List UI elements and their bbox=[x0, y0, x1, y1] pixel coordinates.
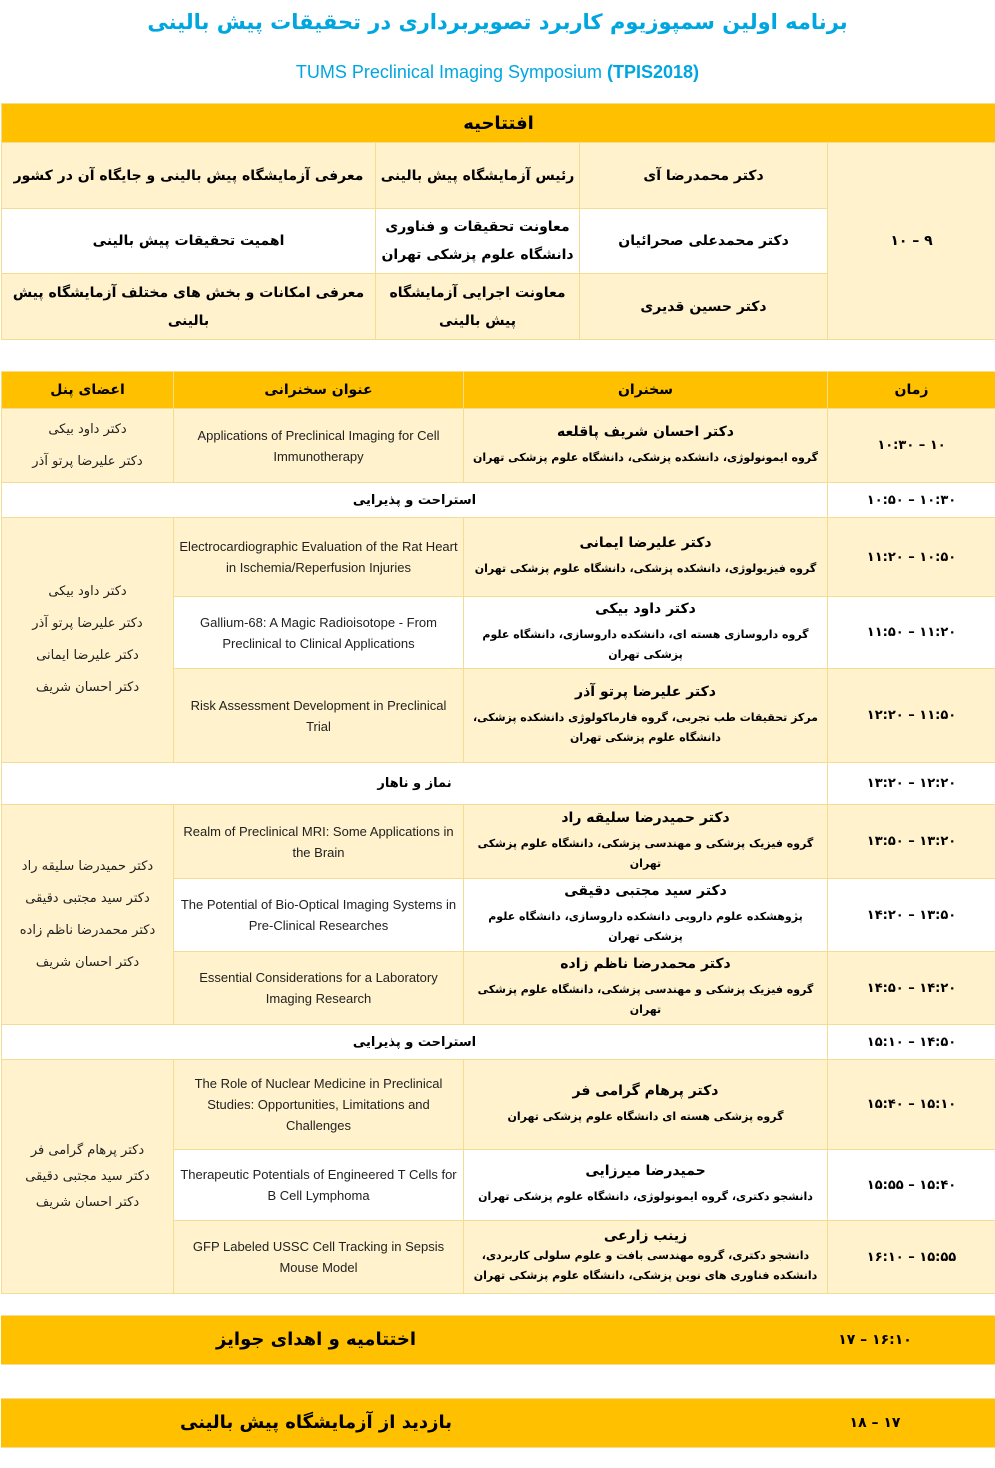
speaker-name: دکتر احسان شریف پاقلعه bbox=[557, 423, 734, 440]
role-line: دانشگاه علوم پزشکی تهران bbox=[381, 247, 574, 263]
panel-members bbox=[2, 409, 174, 483]
panel-member: دکتر حمیدرضا سلیقه راد bbox=[21, 858, 154, 874]
panel-member: دکتر علیرضا پرتو آذر bbox=[32, 616, 143, 631]
time-slot: ۱۵:۴۰ – ۱۵:۵۵ bbox=[828, 1150, 995, 1221]
talk-title: Therapeutic Potentials of Engineered T Cells for B Cell Lymphoma bbox=[174, 1150, 464, 1221]
speaker-name: دکتر حمیدرضا سلیقه راد bbox=[561, 809, 730, 826]
break-row bbox=[2, 763, 995, 805]
talk-title: Realm of Preclinical MRI: Some Applications in the Brain bbox=[174, 805, 464, 879]
visit-time: ۱۷ – ۱۸ bbox=[849, 1415, 901, 1431]
speaker-cell bbox=[464, 518, 828, 597]
speaker-cell bbox=[464, 879, 828, 952]
talk-title: Applications of Preclinical Imaging for Cell Immunotherapy bbox=[174, 409, 464, 483]
time-slot: ۱۰:۳۰ – ۱۰:۵۰ bbox=[828, 483, 995, 518]
speaker-cell bbox=[464, 1150, 828, 1221]
opening-heading: افتتاحیه bbox=[2, 104, 995, 143]
speaker-affiliation: پژوهشکده علوم دارویی دانشکده داروسازی، دانشگاه علوم پزشکی تهران bbox=[488, 910, 803, 943]
speaker-affiliation: گروه داروسازی هسته ای، دانشکده داروسازی، دانشگاه علوم پزشکی تهران bbox=[482, 627, 809, 661]
speaker-cell bbox=[464, 952, 828, 1025]
time-slot: ۱۳:۵۰ – ۱۴:۲۰ bbox=[828, 879, 995, 952]
panel-member: دکتر پرهام گرامی فر bbox=[30, 1142, 145, 1158]
speaker-cell bbox=[464, 409, 828, 483]
opening-time: ۹ – ۱۰ bbox=[828, 143, 995, 340]
speaker-affiliation: گروه فیزیک پزشکی و مهندسی پزشکی، دانشگاه علوم پزشکی تهران bbox=[477, 983, 814, 1016]
speaker-name: دکتر سید مجتبی دقیقی bbox=[564, 883, 727, 899]
time-slot: ۱۲:۲۰ – ۱۳:۲۰ bbox=[828, 763, 995, 805]
table-row bbox=[2, 409, 995, 483]
table-row bbox=[2, 805, 995, 879]
panel-member: دکتر علیرضا ایمانی bbox=[36, 648, 139, 663]
panel-member: دکتر احسان شریف bbox=[35, 680, 140, 695]
speaker-name: دکتر محمدرضا ناظم زاده bbox=[560, 956, 731, 972]
speaker-cell bbox=[464, 805, 828, 879]
panel-member: دکتر سید مجتبی دقیقی bbox=[25, 1168, 150, 1184]
speaker-affiliation: گروه پزشکی هسته ای دانشگاه علوم پزشکی تهران bbox=[507, 1109, 784, 1123]
break-label: استراحت و پذیرایی bbox=[2, 1025, 828, 1060]
title-en-text: TUMS Preclinical Imaging Symposium bbox=[295, 62, 608, 82]
page-title-fa: برنامه اولین سمپوزیوم کاربرد تصویربرداری در تحقیقات پیش بالینی bbox=[147, 10, 848, 34]
break-label: استراحت و پذیرایی bbox=[2, 483, 828, 518]
time-slot: ۱۴:۵۰ – ۱۵:۱۰ bbox=[828, 1025, 995, 1060]
opening-speaker-role: رئیس آزمایشگاه پیش بالینی bbox=[376, 143, 580, 209]
time-slot: ۱۰:۵۰ – ۱۱:۲۰ bbox=[828, 518, 995, 597]
opening-speaker-name: دکتر محمدعلی صحرائیان bbox=[580, 209, 828, 274]
schedule-table bbox=[1, 371, 995, 1294]
panel-members bbox=[2, 805, 174, 1025]
opening-speaker-name: دکتر حسین قدیری bbox=[580, 274, 828, 340]
panel-member: دکتر علیرضا پرتو آذر bbox=[32, 453, 143, 469]
speaker-affiliation: گروه فیزیولوژی، دانشکده پزشکی، دانشگاه علوم پزشکی تهران bbox=[474, 562, 817, 575]
speaker-name: دکتر علیرضا ایمانی bbox=[579, 535, 712, 551]
role-line: معاونت تحقیقات و فناوری bbox=[385, 219, 570, 235]
speaker-name: دکتر پرهام گرامی فر bbox=[572, 1082, 719, 1099]
opening-speaker-topic: معرفی امکانات و بخش های مختلف آزمایشگاه پیش بالینی bbox=[2, 274, 376, 340]
panel-member: دکتر داود بیکی bbox=[48, 584, 127, 599]
table-row bbox=[2, 518, 995, 597]
time-slot: ۱۰ – ۱۰:۳۰ bbox=[828, 409, 995, 483]
closing-label: اختتامیه و اهدای جوایز bbox=[215, 1329, 417, 1350]
column-header-title: عنوان سخنرانی bbox=[174, 372, 464, 409]
panel-member: دکتر سید مجتبی دقیقی bbox=[25, 890, 150, 906]
lab-visit-band bbox=[1, 1398, 995, 1448]
title-en-acronym: (TPIS2018) bbox=[607, 62, 700, 82]
speaker-cell bbox=[464, 1221, 828, 1294]
talk-title: Essential Considerations for a Laboratory Imaging Research bbox=[174, 952, 464, 1025]
panel-member: دکتر احسان شریف bbox=[35, 1194, 140, 1210]
talk-title: Electrocardiographic Evaluation of the Rat Heart in Ischemia/Reperfusion Injuries bbox=[174, 518, 464, 597]
speaker-affiliation: گروه ایمونولوژی، دانشکده پزشکی، دانشگاه علوم پزشکی تهران bbox=[472, 450, 819, 464]
break-row bbox=[2, 483, 995, 518]
panel-member: دکتر احسان شریف bbox=[35, 954, 140, 970]
column-header-time: زمان bbox=[828, 372, 995, 409]
time-slot: ۱۵:۵۵ – ۱۶:۱۰ bbox=[828, 1221, 995, 1294]
opening-speaker-topic: اهمیت تحقیقات پیش بالینی bbox=[2, 209, 376, 274]
speaker-affiliation: گروه فیزیک پزشکی و مهندسی پزشکی، دانشگاه علوم پزشکی تهران bbox=[477, 836, 814, 870]
speaker-cell bbox=[464, 1060, 828, 1150]
time-slot: ۱۵:۱۰ – ۱۵:۴۰ bbox=[828, 1060, 995, 1150]
visit-label: بازدید از آزمایشگاه پیش بالینی bbox=[180, 1412, 452, 1433]
speaker-name: دکتر داود بیکی bbox=[595, 600, 696, 617]
talk-title: The Role of Nuclear Medicine in Preclinical Studies: Opportunities, Limitations and Challenges bbox=[174, 1060, 464, 1150]
panel-member: دکتر داود بیکی bbox=[48, 421, 127, 437]
talk-title: The Potential of Bio-Optical Imaging Systems in Pre-Clinical Researches bbox=[174, 879, 464, 952]
talk-title: Risk Assessment Development in Preclinical Trial bbox=[174, 669, 464, 763]
speaker-affiliation: دانشجو دکتری، گروه ایمونولوژی، دانشگاه علوم پزشکی تهران bbox=[478, 1190, 813, 1203]
opening-speaker-role bbox=[376, 209, 580, 274]
opening-speaker-role: معاونت اجرایی آزمایشگاه پیش بالینی bbox=[376, 274, 580, 340]
lunch-label: نماز و ناهار bbox=[2, 763, 828, 805]
speaker-affiliation: دانشجو دکتری، گروه مهندسی بافت و علوم سلولی کاربردی، دانشکده فناوری های نوین پزشکی، دانشگاه علوم پزشکی تهران bbox=[473, 1249, 818, 1282]
panel-member: دکتر محمدرضا ناظم زاده bbox=[19, 922, 156, 938]
closing-band bbox=[1, 1315, 995, 1365]
column-header-speakers: سخنران bbox=[464, 372, 828, 409]
table-header-row bbox=[2, 372, 995, 409]
time-slot: ۱۱:۵۰ – ۱۲:۲۰ bbox=[828, 669, 995, 763]
panel-members bbox=[2, 1060, 174, 1294]
speaker-name: دکتر علیرضا پرتو آذر bbox=[575, 683, 716, 700]
speaker-cell bbox=[464, 669, 828, 763]
speaker-name: زینب زارعی bbox=[603, 1228, 688, 1244]
talk-title: Gallium-68: A Magic Radioisotope - From Preclinical to Clinical Applications bbox=[174, 597, 464, 669]
break-row bbox=[2, 1025, 995, 1060]
speaker-affiliation: مرکز تحقیقات طب تجربی، گروه فارماکولوژی دانشکده پزشکی، دانشگاه علوم پزشکی تهران bbox=[472, 710, 818, 744]
time-slot: ۱۳:۲۰ – ۱۳:۵۰ bbox=[828, 805, 995, 879]
opening-table bbox=[1, 103, 995, 340]
time-slot: ۱۴:۲۰ – ۱۴:۵۰ bbox=[828, 952, 995, 1025]
page-title-en bbox=[0, 62, 995, 83]
opening-speaker-topic: معرفی آزمایشگاه پیش بالینی و جایگاه آن در کشور bbox=[2, 143, 376, 209]
table-row bbox=[2, 1060, 995, 1150]
opening-speaker-name: دکتر محمدرضا آی bbox=[580, 143, 828, 209]
speaker-cell bbox=[464, 597, 828, 669]
closing-time: ۱۶:۱۰ – ۱۷ bbox=[838, 1332, 912, 1348]
talk-title: GFP Labeled USSC Cell Tracking in Sepsis Mouse Model bbox=[174, 1221, 464, 1294]
column-header-panel: اعضای پنل bbox=[2, 372, 174, 409]
panel-members bbox=[2, 518, 174, 763]
speaker-name: حمیدرضا میرزایی bbox=[585, 1163, 706, 1179]
time-slot: ۱۱:۲۰ – ۱۱:۵۰ bbox=[828, 597, 995, 669]
